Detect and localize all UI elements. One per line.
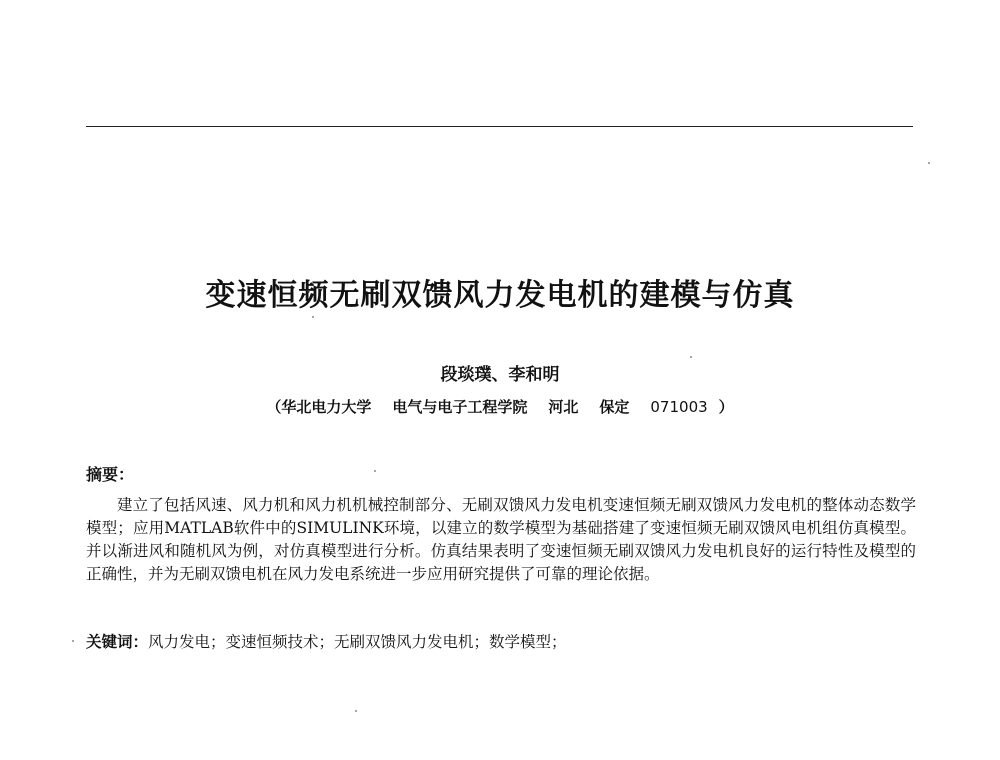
header-rule <box>86 126 913 127</box>
scan-speck <box>690 356 692 358</box>
scan-speck <box>374 470 376 472</box>
abstract-label: 摘要： <box>86 465 135 484</box>
affiliation-postcode: 071003 <box>650 398 708 416</box>
keywords-label: 关键词： <box>86 632 149 651</box>
affiliation-open-paren: （ <box>266 398 282 416</box>
affiliation <box>0 396 1000 417</box>
affiliation-city: 保定 <box>599 398 630 416</box>
paper-title: 变速恒频无刷双馈风力发电机的建模与仿真 <box>205 278 795 313</box>
affiliation-university: 华北电力大学 <box>281 398 372 416</box>
affiliation-close-paren: ） <box>718 398 734 416</box>
keywords-line <box>86 630 916 652</box>
abstract-text: 建立了包括风速、风力机和风力机机械控制部分、无刷双馈风力发电机变速恒频无刷双馈风力发电机的整体动态数学模型；应用MATLAB软件中的SIMULINK环境，以建立的数学模型为基础搭建了变速恒频无刷双馈风电机组仿真模型。并以渐进风和随机风为例，对仿真模型进行分析。仿真结果表明了变速恒频无刷双馈风力发电机良好的运行特性及模型的正确性，并为无刷双馈电机在风力发电系统进一步应用研究提供了可靠的理论依据。 <box>86 496 916 583</box>
affiliation-province: 河北 <box>548 398 579 416</box>
author-list: 段琰璞、李和明 <box>440 365 560 385</box>
scan-speck <box>312 316 314 318</box>
scan-speck <box>355 710 357 712</box>
keywords-text: 风力发电；变速恒频技术；无刷双馈风力发电机；数学模型； <box>148 633 567 651</box>
affiliation-school: 电气与电子工程学院 <box>392 398 528 416</box>
scan-speck <box>72 640 74 642</box>
scan-speck <box>928 162 930 164</box>
